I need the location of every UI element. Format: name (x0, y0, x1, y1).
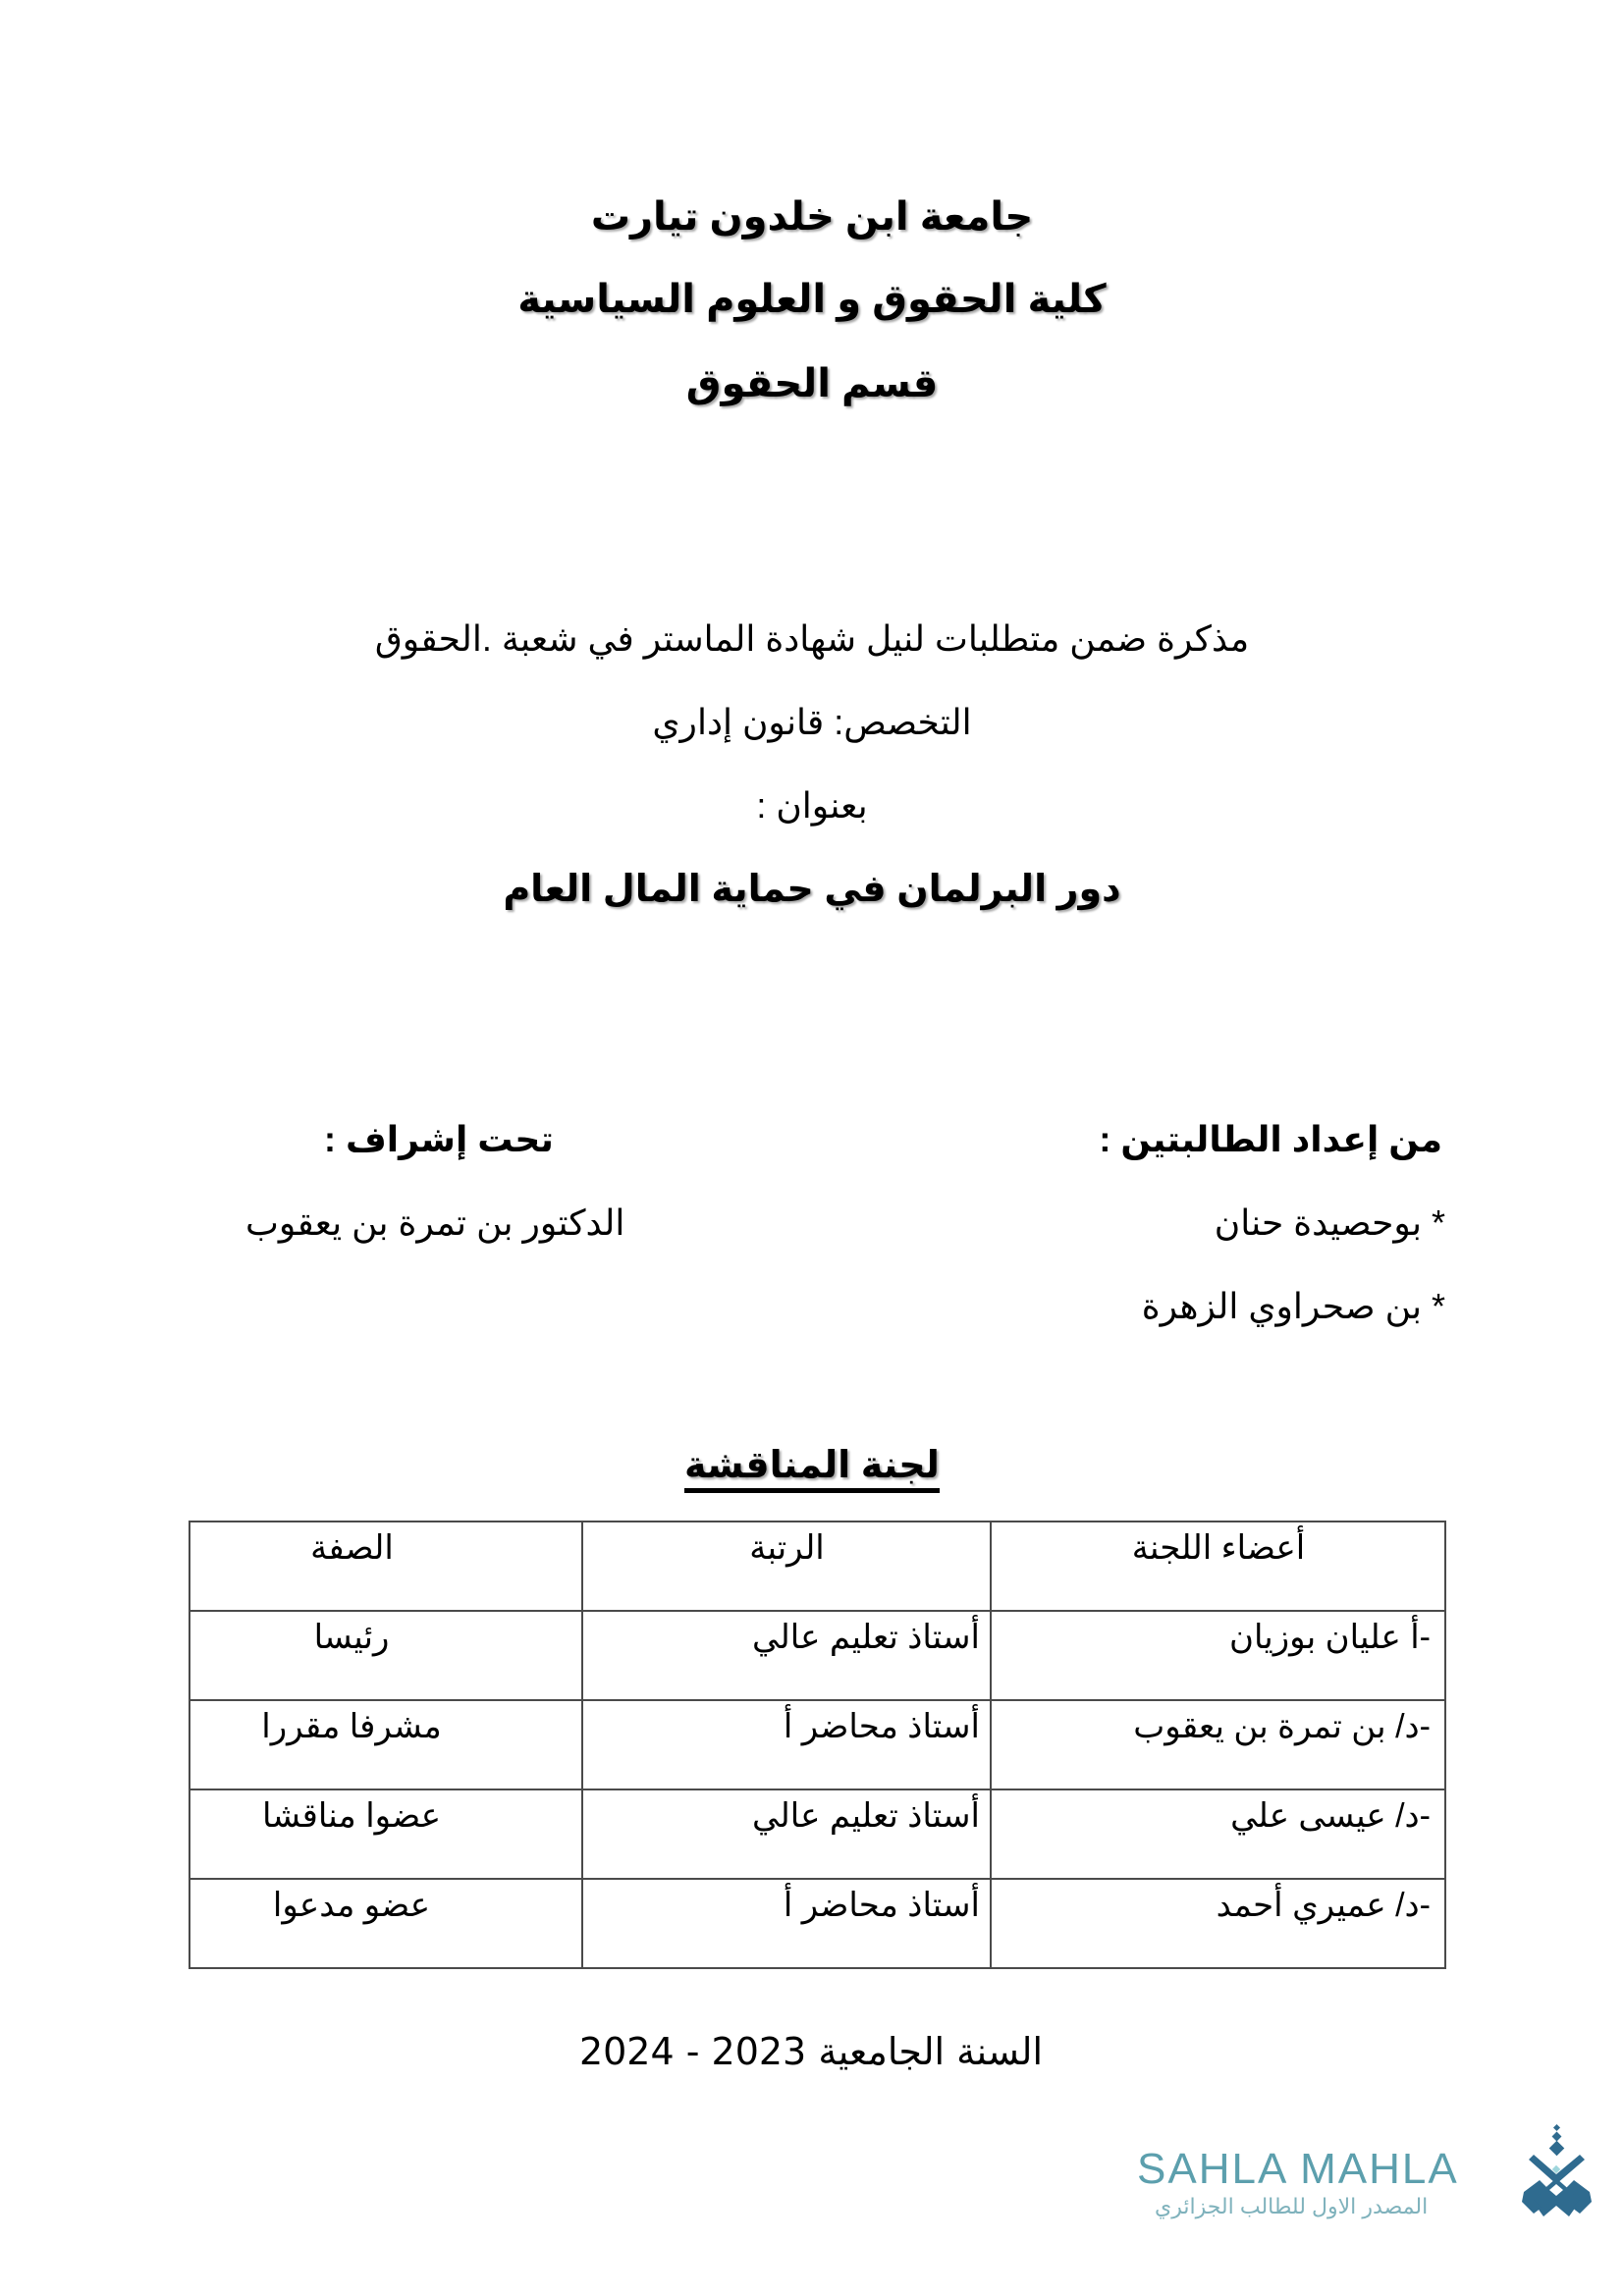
header-role: الصفة (189, 1522, 582, 1611)
member-rank: أستاذ تعليم عالي (582, 1789, 991, 1879)
sahla-mahla-logo (1137, 2123, 1598, 2231)
logo-brand-text: SAHLA MAHLA (1137, 2145, 1459, 2193)
title-label: بعنوان : (756, 785, 868, 826)
member-role: رئيسا (189, 1611, 582, 1700)
table-row (189, 1700, 1445, 1789)
member-rank: أستاذ تعليم عالي (582, 1611, 991, 1700)
thesis-description: مذكرة ضمن متطلبات لنيل شهادة الماستر في شعبة .الحقوق (374, 618, 1250, 659)
table-row (189, 1789, 1445, 1879)
faculty-name: كلية الحقوق و العلوم السياسية (517, 278, 1107, 321)
member-name: -أ عليان بوزيان (991, 1611, 1445, 1700)
member-role: عضو مدعوا (189, 1879, 582, 1968)
committee-table (189, 1521, 1446, 1969)
header-rank: الرتبة (582, 1522, 991, 1611)
department-name: قسم الحقوق (685, 362, 939, 405)
member-name: -د/ بن تمرة بن يعقوب (991, 1700, 1445, 1789)
member-role: مشرفا مقررا (189, 1700, 582, 1789)
calligraphy-emblem-icon (1520, 2123, 1594, 2221)
academic-year: السنة الجامعية 2023 - 2024 (578, 2030, 1044, 2073)
student-name-1: * بوحصيدة حنان (1214, 1202, 1445, 1243)
member-rank: أستاذ محاضر أ (582, 1700, 991, 1789)
table-header-row (189, 1522, 1445, 1611)
specialization: التخصص: قانون إداري (652, 702, 972, 742)
member-name: -د/ عميري أحمد (991, 1879, 1445, 1968)
table-row (189, 1879, 1445, 1968)
students-label: من إعداد الطالبتين : (1099, 1119, 1442, 1159)
supervisor-name: الدكتور بن تمرة بن يعقوب (245, 1202, 625, 1243)
logo-tagline: المصدر الاول للطالب الجزائري (1155, 2194, 1429, 2218)
member-name: -د/ عيسى علي (991, 1789, 1445, 1879)
thesis-title: دور البرلمان في حماية المال العام (503, 869, 1121, 910)
university-name: جامعة ابن خلدون تيارت (590, 195, 1034, 239)
committee-title: لجنة المناقشة (0, 1443, 1624, 1487)
member-rank: أستاذ محاضر أ (582, 1879, 991, 1968)
table-row (189, 1611, 1445, 1700)
supervisor-label: تحت إشراف : (324, 1119, 554, 1159)
student-name-2: * بن صحراوي الزهرة (1141, 1286, 1445, 1326)
member-role: عضوا مناقشا (189, 1789, 582, 1879)
header-members: أعضاء اللجنة (991, 1522, 1445, 1611)
